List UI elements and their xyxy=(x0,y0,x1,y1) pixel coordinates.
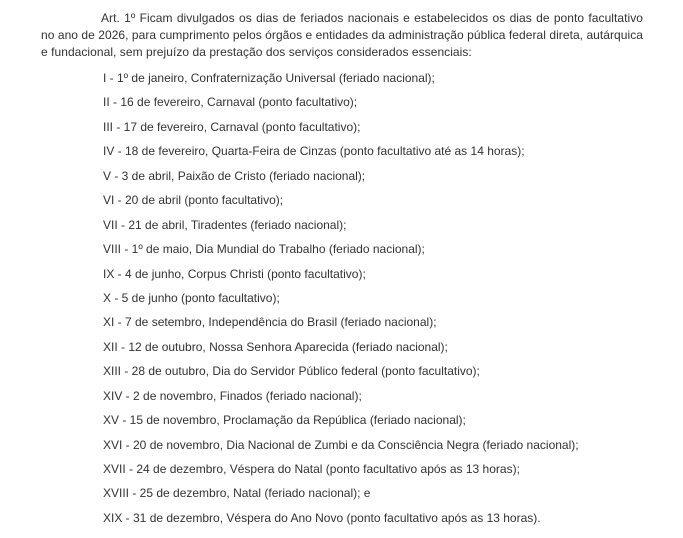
holiday-item: III - 17 de fevereiro, Carnaval (ponto facultativo); xyxy=(103,119,361,134)
holiday-item: XIV - 2 de novembro, Finados (feriado nacional); xyxy=(103,388,362,403)
holiday-item: XII - 12 de outubro, Nossa Senhora Aparecida (feriado nacional); xyxy=(103,339,448,354)
holiday-item: VII - 21 de abril, Tiradentes (feriado nacional); xyxy=(103,217,347,232)
holiday-item: XVI - 20 de novembro, Dia Nacional de Zumbi e da Consciência Negra (feriado nacional); xyxy=(103,437,579,452)
holiday-item: V - 3 de abril, Paixão de Cristo (feriado nacional); xyxy=(103,168,366,183)
article-intro-text: Art. 1º Ficam divulgados os dias de feriados nacionais e estabelecidos os dias de ponto facultativo no ano de 2026, para cumprimento pelos órgãos e entidades da administração pública federal direta, autárquica e fundacional, sem prejuízo da prestação dos serviços considerados essenciais: xyxy=(41,11,643,59)
holiday-item: IX - 4 de junho, Corpus Christi (ponto facultativo); xyxy=(103,266,366,281)
holiday-item: XV - 15 de novembro, Proclamação da República (feriado nacional); xyxy=(103,413,466,428)
holiday-item: XVIII - 25 de dezembro, Natal (feriado nacional); e xyxy=(103,486,371,501)
holiday-item: XI - 7 de setembro, Independência do Brasil (feriado nacional); xyxy=(103,315,437,330)
holiday-item: XVII - 24 de dezembro, Véspera do Natal (ponto facultativo após as 13 horas); xyxy=(103,462,520,476)
holiday-list xyxy=(103,71,579,535)
holiday-item: VIII - 1º de maio, Dia Mundial do Trabalho (feriado nacional); xyxy=(103,242,425,257)
article-intro-paragraph xyxy=(41,10,643,61)
holiday-item: XIX - 31 de dezembro, Véspera do Ano Novo (ponto facultativo após as 13 horas). xyxy=(103,510,541,525)
holiday-item: I - 1º de janeiro, Confraternização Universal (feriado nacional); xyxy=(103,71,435,85)
holiday-item: X - 5 de junho (ponto facultativo); xyxy=(103,290,280,305)
holiday-item: XIII - 28 de outubro, Dia do Servidor Público federal (ponto facultativo); xyxy=(103,364,480,379)
holiday-item: IV - 18 de fevereiro, Quarta-Feira de Cinzas (ponto facultativo até as 14 horas); xyxy=(103,144,525,159)
holiday-item: II - 16 de fevereiro, Carnaval (ponto facultativo); xyxy=(103,95,358,110)
holiday-item: VI - 20 de abril (ponto facultativo); xyxy=(103,193,284,208)
